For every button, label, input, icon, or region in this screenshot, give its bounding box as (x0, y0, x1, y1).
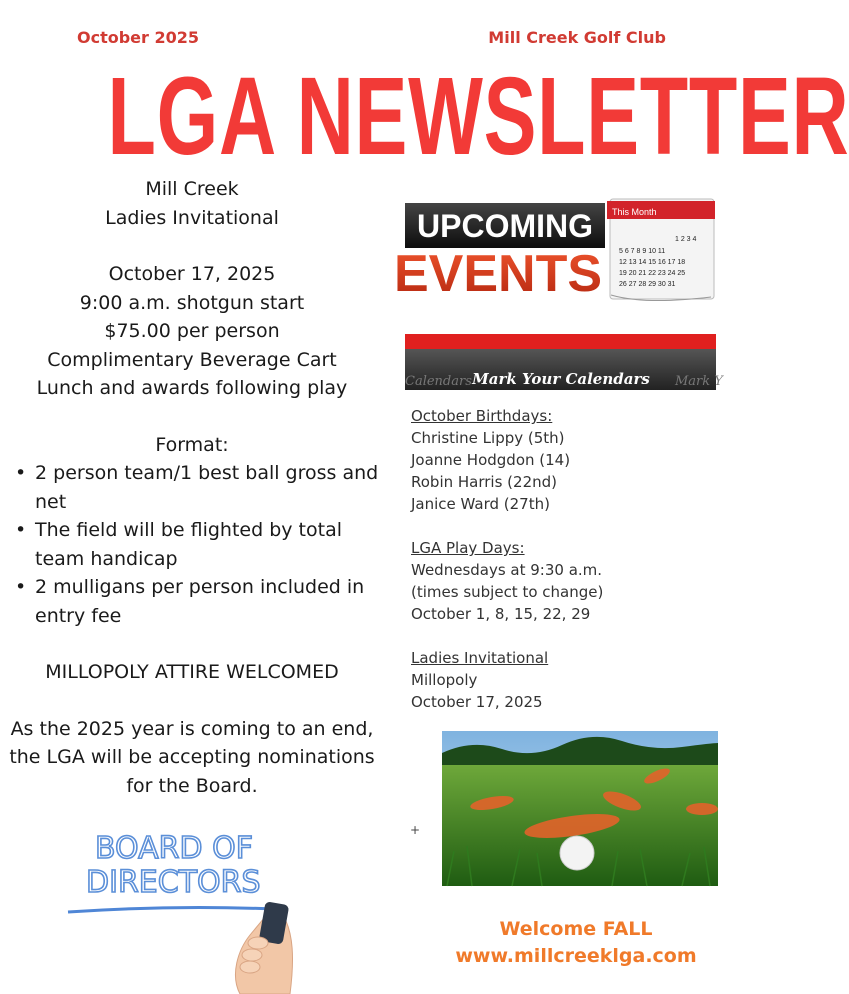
mark-left-text: Calendars (405, 374, 472, 389)
birthdays-heading: October Birthdays: (411, 407, 553, 425)
calendar-icon (607, 199, 715, 301)
format-label: Format: (155, 433, 229, 456)
invitational-date: October 17, 2025 (108, 263, 276, 285)
invitational-section (0, 175, 384, 800)
board-of-directors-graphic (60, 825, 310, 994)
birthday-item: Robin Harris (22nd) (411, 473, 558, 491)
svg-text:12 13 14 15 16 17 18: 12 13 14 15 16 17 18 (619, 259, 686, 266)
plus-mark: + (410, 823, 421, 837)
invitational-lunch: Lunch and awards following play (36, 377, 348, 399)
footer (384, 916, 768, 970)
mark-text: Mark Your Calendars (472, 370, 650, 388)
invitational-line1: Mill Creek (145, 178, 239, 200)
upcoming-text: UPCOMING (417, 208, 593, 244)
invitational-item: Millopoly (411, 671, 478, 689)
play-days-item: (times subject to change) (411, 583, 604, 601)
board-line2: DIRECTORS (86, 865, 261, 900)
board-line1: BOARD OF (95, 831, 254, 866)
format-bullet: • 2 mulligans per person included in entry fee (0, 573, 384, 630)
invitational-cart: Complimentary Beverage Cart (47, 348, 337, 371)
svg-text:19 20 21 22 23 24 25: 19 20 21 22 23 24 25 (619, 270, 686, 277)
sidebar-info (411, 405, 731, 713)
svg-text:26 27 28 29 30 31: 26 27 28 29 30 31 (619, 281, 676, 288)
play-days-item: Wednesdays at 9:30 a.m. (411, 561, 603, 579)
play-days-item: October 1, 8, 15, 22, 29 (411, 605, 591, 623)
golf-ball-photo (442, 731, 718, 886)
format-bullet: • 2 person team/1 best ball gross and net (0, 459, 384, 516)
attire-note: MILLOPOLY ATTIRE WELCOMED (45, 661, 339, 683)
birthday-item: Janice Ward (27th) (411, 495, 550, 513)
website-link[interactable]: www.millcreeklga.com (455, 945, 697, 967)
mark-right-text: Mark Y (675, 374, 723, 389)
this-month-text: This Month (612, 207, 657, 217)
mark-calendars-banner (405, 334, 723, 390)
events-text: EVENTS (393, 245, 603, 303)
svg-text:1 2 3 4: 1 2 3 4 (675, 236, 697, 243)
svg-text:5 6 7 8 9 10 11: 5 6 7 8 9 10 11 (619, 248, 666, 255)
newsletter-date: October 2025 (77, 28, 200, 47)
invitational-line2: Ladies Invitational (105, 206, 279, 229)
upcoming-events-graphic (393, 195, 716, 315)
format-bullet: • The field will be flighted by total team handicap (0, 516, 384, 573)
birthday-item: Joanne Hodgdon (14) (411, 451, 571, 469)
invitational-heading: Ladies Invitational (411, 649, 549, 667)
welcome-fall: Welcome FALL (499, 918, 653, 940)
year-end-note: As the 2025 year is coming to an end, the LGA will be accepting nominations for the Board. (9, 717, 375, 797)
invitational-price: $75.00 per person (104, 320, 280, 342)
format-list (0, 459, 384, 630)
club-name: Mill Creek Golf Club (488, 28, 666, 47)
newsletter-title: LGA NEWSLETTER (107, 55, 849, 178)
hand-icon (235, 901, 292, 994)
invitational-item: October 17, 2025 (411, 693, 543, 711)
invitational-start: 9:00 a.m. shotgun start (79, 291, 305, 314)
play-days-heading: LGA Play Days: (411, 539, 525, 557)
birthday-item: Christine Lippy (5th) (411, 429, 565, 447)
